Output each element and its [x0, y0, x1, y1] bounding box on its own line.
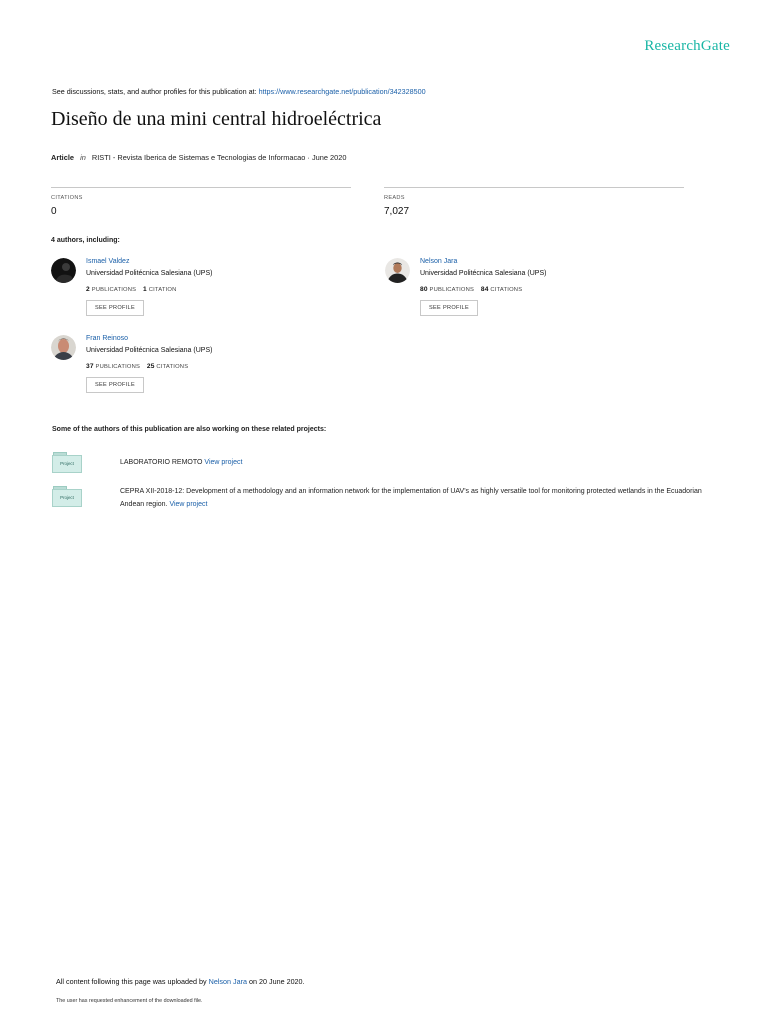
publications-count: 37 — [86, 363, 94, 370]
see-profile-button[interactable]: SEE PROFILE — [86, 377, 144, 393]
reads-metric — [384, 187, 684, 217]
see-profile-button[interactable]: SEE PROFILE — [86, 300, 144, 316]
authors-heading: 4 authors, including: — [51, 237, 120, 244]
project-title: CEPRA XII-2018-12: Development of a methodology and an information network for the implementation of UAV's as highly versatile tool for monitoring protected wetlands in the Ecuadorian Andean region. — [120, 488, 702, 508]
citations-label: CITATIONS — [490, 287, 523, 293]
discussion-prefix: See discussions, stats, and author profiles for this publication at: — [52, 87, 257, 96]
avatar[interactable] — [51, 335, 76, 360]
article-type: Article — [51, 153, 75, 162]
avatar[interactable] — [51, 258, 76, 283]
author-name-link[interactable]: Fran Reinoso — [86, 335, 129, 342]
uploader-link[interactable]: Nelson Jara — [208, 977, 247, 986]
citations-count: 25 — [146, 363, 155, 370]
venue: RISTI - Revista Iberica de Sistemas e Tecnologias de Informacao · June 2020 — [91, 153, 347, 162]
article-meta — [51, 153, 346, 162]
author-stats — [86, 286, 212, 293]
author-stats — [86, 363, 212, 370]
reads-label: READS — [384, 195, 405, 201]
citations-label: CITATIONS — [156, 364, 189, 370]
projects-heading: Some of the authors of this publication are also working on these related projects: — [52, 426, 327, 433]
project-folder-label: Project — [52, 489, 82, 507]
publications-label: PUBLICATIONS — [91, 287, 137, 293]
researchgate-logo[interactable]: ResearchGate — [644, 38, 730, 54]
publications-count: 2 — [86, 286, 90, 293]
reads-value: 7,027 — [384, 206, 410, 217]
project-folder-icon[interactable] — [52, 486, 82, 506]
avatar[interactable] — [385, 258, 410, 283]
see-profile-button[interactable]: SEE PROFILE — [420, 300, 478, 316]
publications-label: PUBLICATIONS — [95, 364, 141, 370]
project-text — [120, 457, 720, 470]
citations-count: 84 — [480, 286, 489, 293]
uploaded-suffix: on 20 June 2020. — [249, 977, 305, 986]
publications-count: 80 — [420, 286, 428, 293]
author-institution: Universidad Politécnica Salesiana (UPS) — [86, 347, 213, 354]
project-folder-label: Project — [52, 455, 82, 473]
publication-title: Diseño de una mini central hidroeléctrica — [51, 108, 382, 130]
project-text — [120, 486, 720, 511]
enhancement-note: The user has requested enhancement of the downloaded file. — [56, 998, 203, 1004]
publications-label: PUBLICATIONS — [429, 287, 475, 293]
author-name-link[interactable]: Nelson Jara — [420, 258, 458, 265]
citations-label: CITATION — [148, 287, 177, 293]
author-institution: Universidad Politécnica Salesiana (UPS) — [86, 270, 213, 277]
citations-label: CITATIONS — [51, 195, 83, 201]
view-project-link[interactable]: View project — [169, 500, 208, 508]
citations-count: 1 — [143, 286, 147, 293]
project-title: LABORATORIO REMOTO — [120, 459, 203, 466]
author-institution: Universidad Politécnica Salesiana (UPS) — [420, 270, 547, 277]
citations-value: 0 — [51, 206, 57, 217]
author-name-link[interactable]: Ismael Valdez — [86, 258, 130, 265]
view-project-link[interactable]: View project — [204, 459, 243, 466]
publication-url-link[interactable]: https://www.researchgate.net/publication/342328500 — [258, 87, 426, 96]
uploaded-prefix: All content following this page was uploaded by — [56, 977, 207, 986]
author-stats — [420, 286, 546, 293]
project-folder-icon[interactable] — [52, 452, 82, 472]
uploaded-line — [56, 977, 305, 986]
in-word: in — [80, 153, 86, 162]
discussion-line — [52, 87, 426, 96]
citations-metric — [51, 187, 351, 217]
